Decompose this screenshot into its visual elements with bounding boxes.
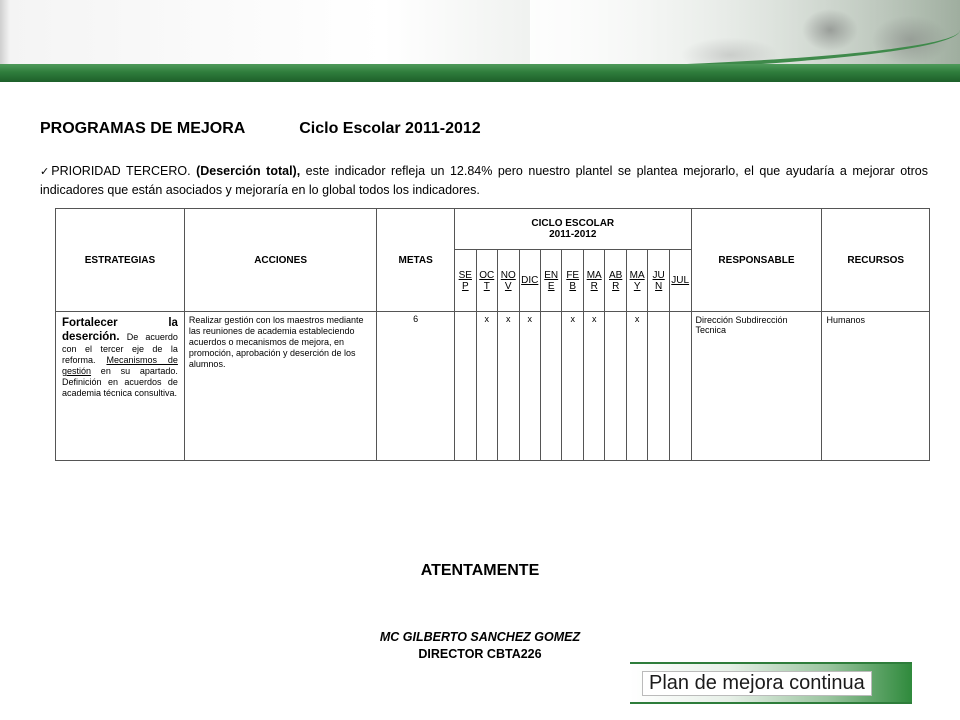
month-mark <box>648 312 669 461</box>
col-resources: RECURSOS <box>822 209 930 312</box>
month-header: DIC <box>519 250 540 312</box>
month-mark: x <box>476 312 497 461</box>
closing-text: ATENTAMENTE <box>420 562 540 579</box>
goal-cell: 6 <box>377 312 455 461</box>
priority-paragraph <box>40 162 928 199</box>
month-mark <box>605 312 626 461</box>
banner-green-stripe <box>0 64 960 82</box>
plan-table <box>55 208 930 461</box>
responsible-cell: Dirección Subdirección Tecnica <box>691 312 822 461</box>
checkmark-icon: ✓ <box>40 166 52 178</box>
signature-block <box>0 629 960 663</box>
month-header: NOV <box>498 250 519 312</box>
footer-badge <box>630 662 912 704</box>
month-header: JUN <box>648 250 669 312</box>
cycle-years: 2011-2012 <box>549 229 597 240</box>
col-responsible: RESPONSABLE <box>691 209 822 312</box>
month-mark: x <box>519 312 540 461</box>
signer-role: DIRECTOR CBTA226 <box>418 647 542 661</box>
month-mark <box>455 312 476 461</box>
action-cell: Realizar gestión con los maestros mediante las reuniones de academia estableciendo acuerdos o mecanismos de mejora, en promoción, aprobación y deserción de los alumnos. <box>184 312 376 461</box>
page-title <box>40 120 481 138</box>
month-mark: x <box>626 312 647 461</box>
month-header: FEB <box>562 250 583 312</box>
resources-cell: Humanos <box>822 312 930 461</box>
cycle-title: CICLO ESCOLAR <box>531 218 615 229</box>
priority-bold: (Deserción total), <box>196 164 301 178</box>
col-cycle <box>455 209 691 250</box>
month-header: MAY <box>626 250 647 312</box>
priority-rest: este indicador refleja un 12.84% pero nuestro plantel se plantea mejorarlo, el que ayudaría a mejorar otros indicadores que están asociados y mejoraría en lo global todos los indicadores. <box>40 164 928 197</box>
strategy-underlined: Mecanismos de gestión <box>62 355 178 376</box>
strategy-bold: Fortalecer la deserción. <box>62 317 178 343</box>
month-mark <box>540 312 561 461</box>
month-mark: x <box>498 312 519 461</box>
month-mark: x <box>583 312 604 461</box>
col-goals: METAS <box>377 209 455 312</box>
strategy-cell <box>56 312 185 461</box>
signer-name: MC GILBERTO SANCHEZ GOMEZ <box>379 630 581 644</box>
header-row <box>56 209 930 250</box>
month-header: SEP <box>455 250 476 312</box>
table-row <box>56 312 930 461</box>
col-actions: ACCIONES <box>184 209 376 312</box>
cycle-text: Ciclo Escolar 2011-2012 <box>299 120 481 137</box>
month-header: OCT <box>476 250 497 312</box>
month-header: ENE <box>540 250 561 312</box>
month-mark <box>669 312 691 461</box>
month-header: JUL <box>669 250 691 312</box>
badge-label: Plan de mejora continua <box>642 671 872 696</box>
title-text: PROGRAMAS DE MEJORA <box>40 120 245 137</box>
strategy-text-b: en su apartado. Definición en acuerdos de academia técnica consultiva. <box>62 366 178 398</box>
strategy-text-a: De acuerdo con el tercer eje de la reforma. <box>62 332 178 365</box>
month-header: ABR <box>605 250 626 312</box>
month-header: MAR <box>583 250 604 312</box>
col-strategies: ESTRATEGIAS <box>56 209 185 312</box>
priority-lead: PRIORIDAD TERCERO. <box>51 164 197 178</box>
month-mark: x <box>562 312 583 461</box>
